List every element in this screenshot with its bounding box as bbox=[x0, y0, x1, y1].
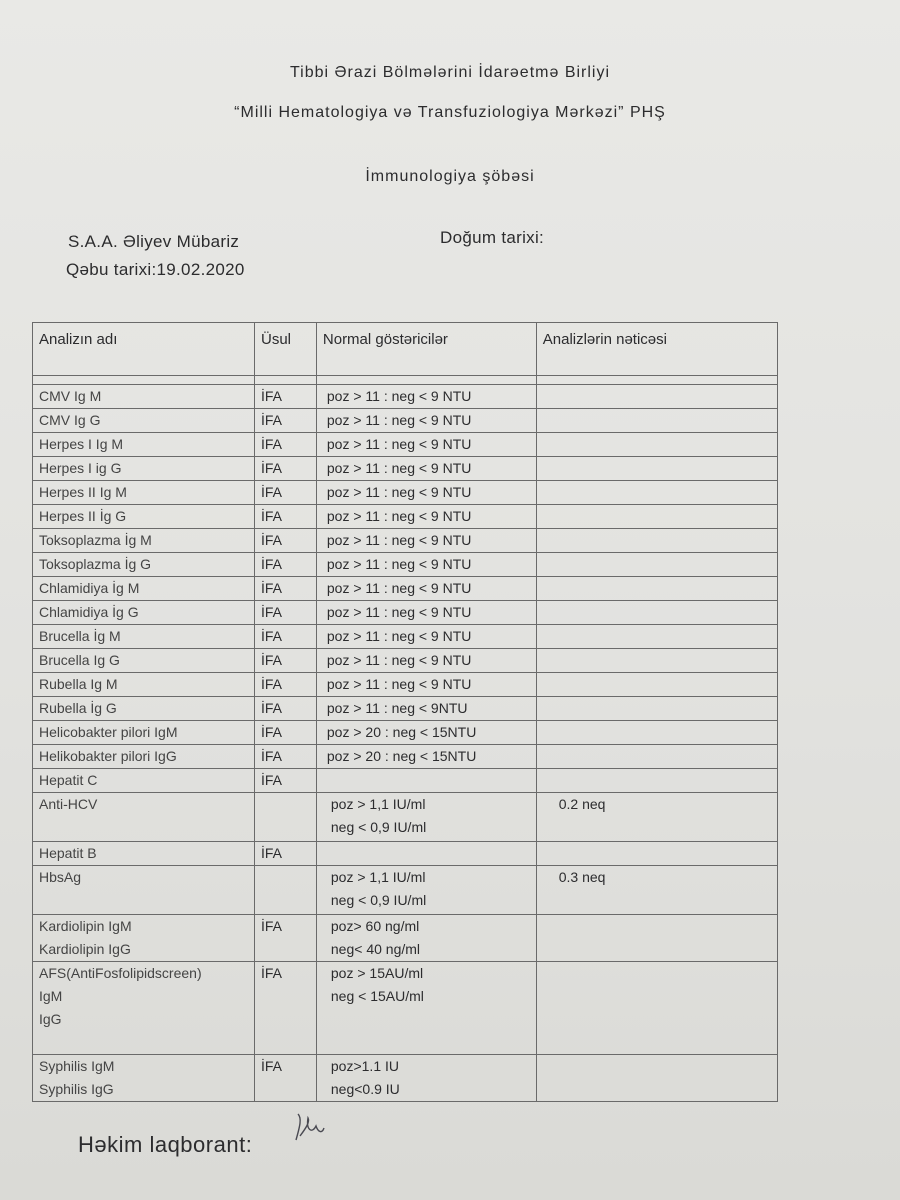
signature-label: Həkim laqborant: bbox=[78, 1132, 253, 1157]
table-row bbox=[33, 433, 778, 457]
hepatit-c-method: İFA bbox=[255, 769, 317, 793]
table-row-afs bbox=[33, 962, 778, 1055]
result-cell bbox=[536, 745, 777, 769]
result-cell bbox=[536, 721, 777, 745]
table-row bbox=[33, 745, 778, 769]
table-row bbox=[33, 385, 778, 409]
table-row bbox=[33, 601, 778, 625]
normal-range-cell: poz > 11 : neg < 9 NTU bbox=[316, 457, 536, 481]
admission-date: Qəbu tarixi:19.02.2020 bbox=[66, 260, 245, 279]
hepatit-b-method: İFA bbox=[255, 842, 317, 866]
method-cell: İFA bbox=[255, 697, 317, 721]
test-name-cell: Toksoplazma İg G bbox=[33, 553, 255, 577]
header-test-name: Analizın adı bbox=[33, 323, 255, 376]
test-name-cell: CMV Ig M bbox=[33, 385, 255, 409]
header-result: Analizlərin nəticəsi bbox=[536, 323, 777, 376]
patient-name: S.A.A. Əliyev Mübariz bbox=[68, 232, 240, 251]
syphilis-norm-negative: neg<0.9 IU bbox=[330, 1081, 400, 1097]
normal-range-cell: poz > 11 : neg < 9 NTU bbox=[316, 673, 536, 697]
table-spacer-row bbox=[33, 376, 778, 385]
kardiolipin-method: İFA bbox=[255, 915, 317, 962]
table-row bbox=[33, 721, 778, 745]
syphilis-igm-name: Syphilis IgM bbox=[39, 1058, 115, 1074]
method-cell: İFA bbox=[255, 745, 317, 769]
table-header-row bbox=[33, 323, 778, 376]
result-cell bbox=[536, 481, 777, 505]
test-name-cell: CMV Ig G bbox=[33, 409, 255, 433]
normal-range-cell: poz > 11 : neg < 9 NTU bbox=[316, 409, 536, 433]
table-row bbox=[33, 625, 778, 649]
table-row-hbsag bbox=[33, 866, 778, 915]
test-name-cell: Herpes I Ig M bbox=[33, 433, 255, 457]
test-name-cell: Toksoplazma İg M bbox=[33, 529, 255, 553]
result-cell bbox=[536, 553, 777, 577]
method-cell: İFA bbox=[255, 505, 317, 529]
method-cell: İFA bbox=[255, 481, 317, 505]
method-cell: İFA bbox=[255, 649, 317, 673]
method-cell: İFA bbox=[255, 553, 317, 577]
method-cell: İFA bbox=[255, 601, 317, 625]
results-table bbox=[32, 322, 778, 1102]
afs-igg-name: IgG bbox=[39, 1011, 62, 1027]
afs-igm-name: IgM bbox=[39, 988, 63, 1004]
hepatit-b-title: Hepatit B bbox=[33, 842, 255, 866]
anti-hcv-norm-positive: poz > 1,1 IU/ml bbox=[330, 796, 426, 812]
normal-range-cell: poz > 11 : neg < 9 NTU bbox=[316, 433, 536, 457]
result-cell bbox=[536, 385, 777, 409]
result-cell bbox=[536, 697, 777, 721]
syphilis-igg-name: Syphilis IgG bbox=[39, 1081, 114, 1097]
center-name: “Milli Hematologiya və Transfuziologiya Mərkəzi” PHŞ bbox=[234, 104, 666, 121]
test-name-cell: Chlamidiya İg G bbox=[33, 601, 255, 625]
afs-method: İFA bbox=[255, 962, 317, 1055]
method-cell: İFA bbox=[255, 625, 317, 649]
hepatit-c-title: Hepatit C bbox=[33, 769, 255, 793]
afs-norm-negative: neg < 15AU/ml bbox=[330, 988, 424, 1004]
result-cell bbox=[536, 433, 777, 457]
table-row-kardiolipin bbox=[33, 915, 778, 962]
test-name-cell: Herpes II İg G bbox=[33, 505, 255, 529]
header-normal-range: Normal göstəricilər bbox=[316, 323, 536, 376]
result-cell bbox=[536, 673, 777, 697]
result-cell bbox=[536, 529, 777, 553]
result-cell bbox=[536, 577, 777, 601]
table-row bbox=[33, 697, 778, 721]
normal-range-cell: poz > 11 : neg < 9 NTU bbox=[316, 529, 536, 553]
normal-range-cell: poz > 20 : neg < 15NTU bbox=[316, 721, 536, 745]
result-cell bbox=[536, 457, 777, 481]
test-name-cell: Rubella Ig M bbox=[33, 673, 255, 697]
normal-range-cell: poz > 20 : neg < 15NTU bbox=[316, 745, 536, 769]
table-row bbox=[33, 577, 778, 601]
test-name-cell: Chlamidiya İg M bbox=[33, 577, 255, 601]
afs-norm-positive: poz > 15AU/ml bbox=[330, 965, 424, 981]
test-name-cell: Brucella Ig G bbox=[33, 649, 255, 673]
table-row bbox=[33, 673, 778, 697]
afs-name: AFS(AntiFosfolipidscreen) bbox=[39, 965, 202, 981]
kardiolipin-norm-positive: poz> 60 ng/ml bbox=[330, 918, 420, 934]
result-cell bbox=[536, 409, 777, 433]
normal-range-cell: poz > 11 : neg < 9 NTU bbox=[316, 553, 536, 577]
kardiolipin-igm-name: Kardiolipin IgM bbox=[39, 918, 132, 934]
table-row bbox=[33, 409, 778, 433]
anti-hcv-name: Anti-HCV bbox=[33, 793, 255, 842]
table-row-hepatit-b-title bbox=[33, 842, 778, 866]
kardiolipin-igg-name: Kardiolipin IgG bbox=[39, 941, 131, 957]
normal-range-cell: poz > 11 : neg < 9 NTU bbox=[316, 625, 536, 649]
handwritten-signature-mark bbox=[286, 1108, 334, 1154]
method-cell: İFA bbox=[255, 721, 317, 745]
test-name-cell: Rubella İg G bbox=[33, 697, 255, 721]
result-cell bbox=[536, 625, 777, 649]
anti-hcv-norm-negative: neg < 0,9 IU/ml bbox=[330, 819, 427, 835]
hbsag-norm-negative: neg < 0,9 IU/ml bbox=[330, 892, 427, 908]
method-cell: İFA bbox=[255, 385, 317, 409]
table-row bbox=[33, 481, 778, 505]
result-cell bbox=[536, 649, 777, 673]
table-row-hepatit-c-title bbox=[33, 769, 778, 793]
syphilis-norm-positive: poz>1.1 IU bbox=[330, 1058, 399, 1074]
kardiolipin-norm-negative: neg< 40 ng/ml bbox=[330, 941, 421, 957]
method-cell: İFA bbox=[255, 529, 317, 553]
method-cell: İFA bbox=[255, 433, 317, 457]
test-name-cell: Helicobakter pilori IgM bbox=[33, 721, 255, 745]
table-row-syphilis bbox=[33, 1055, 778, 1102]
method-cell: İFA bbox=[255, 409, 317, 433]
test-name-cell: Herpes II Ig M bbox=[33, 481, 255, 505]
normal-range-cell: poz > 11 : neg < 9 NTU bbox=[316, 505, 536, 529]
normal-range-cell: poz > 11 : neg < 9 NTU bbox=[316, 481, 536, 505]
method-cell: İFA bbox=[255, 457, 317, 481]
normal-range-cell: poz > 11 : neg < 9 NTU bbox=[316, 601, 536, 625]
result-cell bbox=[536, 505, 777, 529]
table-row bbox=[33, 529, 778, 553]
table-row bbox=[33, 553, 778, 577]
header-method: Üsul bbox=[255, 323, 317, 376]
hbsag-norm-positive: poz > 1,1 IU/ml bbox=[330, 869, 426, 885]
test-name-cell: Brucella İg M bbox=[33, 625, 255, 649]
syphilis-method: İFA bbox=[255, 1055, 317, 1102]
hbsag-name: HbsAg bbox=[33, 866, 255, 915]
hbsag-result: 0.3 neq bbox=[536, 866, 777, 915]
institution-name: Tibbi Ərazi Bölmələrini İdarəetmə Birliyi bbox=[289, 64, 611, 81]
normal-range-cell: poz > 11 : neg < 9 NTU bbox=[316, 577, 536, 601]
anti-hcv-result: 0.2 neq bbox=[536, 793, 777, 842]
normal-range-cell: poz > 11 : neg < 9NTU bbox=[316, 697, 536, 721]
table-row-anti-hcv bbox=[33, 793, 778, 842]
method-cell: İFA bbox=[255, 673, 317, 697]
table-row bbox=[33, 505, 778, 529]
test-name-cell: Herpes I ig G bbox=[33, 457, 255, 481]
result-cell bbox=[536, 601, 777, 625]
table-row bbox=[33, 649, 778, 673]
table-row bbox=[33, 457, 778, 481]
normal-range-cell: poz > 11 : neg < 9 NTU bbox=[316, 649, 536, 673]
normal-range-cell: poz > 11 : neg < 9 NTU bbox=[316, 385, 536, 409]
department-name: İmmunologiya şöbəsi bbox=[365, 168, 535, 185]
test-name-cell: Helikobakter pilori IgG bbox=[33, 745, 255, 769]
birth-date-label: Doğum tarixi: bbox=[440, 228, 545, 247]
method-cell: İFA bbox=[255, 577, 317, 601]
